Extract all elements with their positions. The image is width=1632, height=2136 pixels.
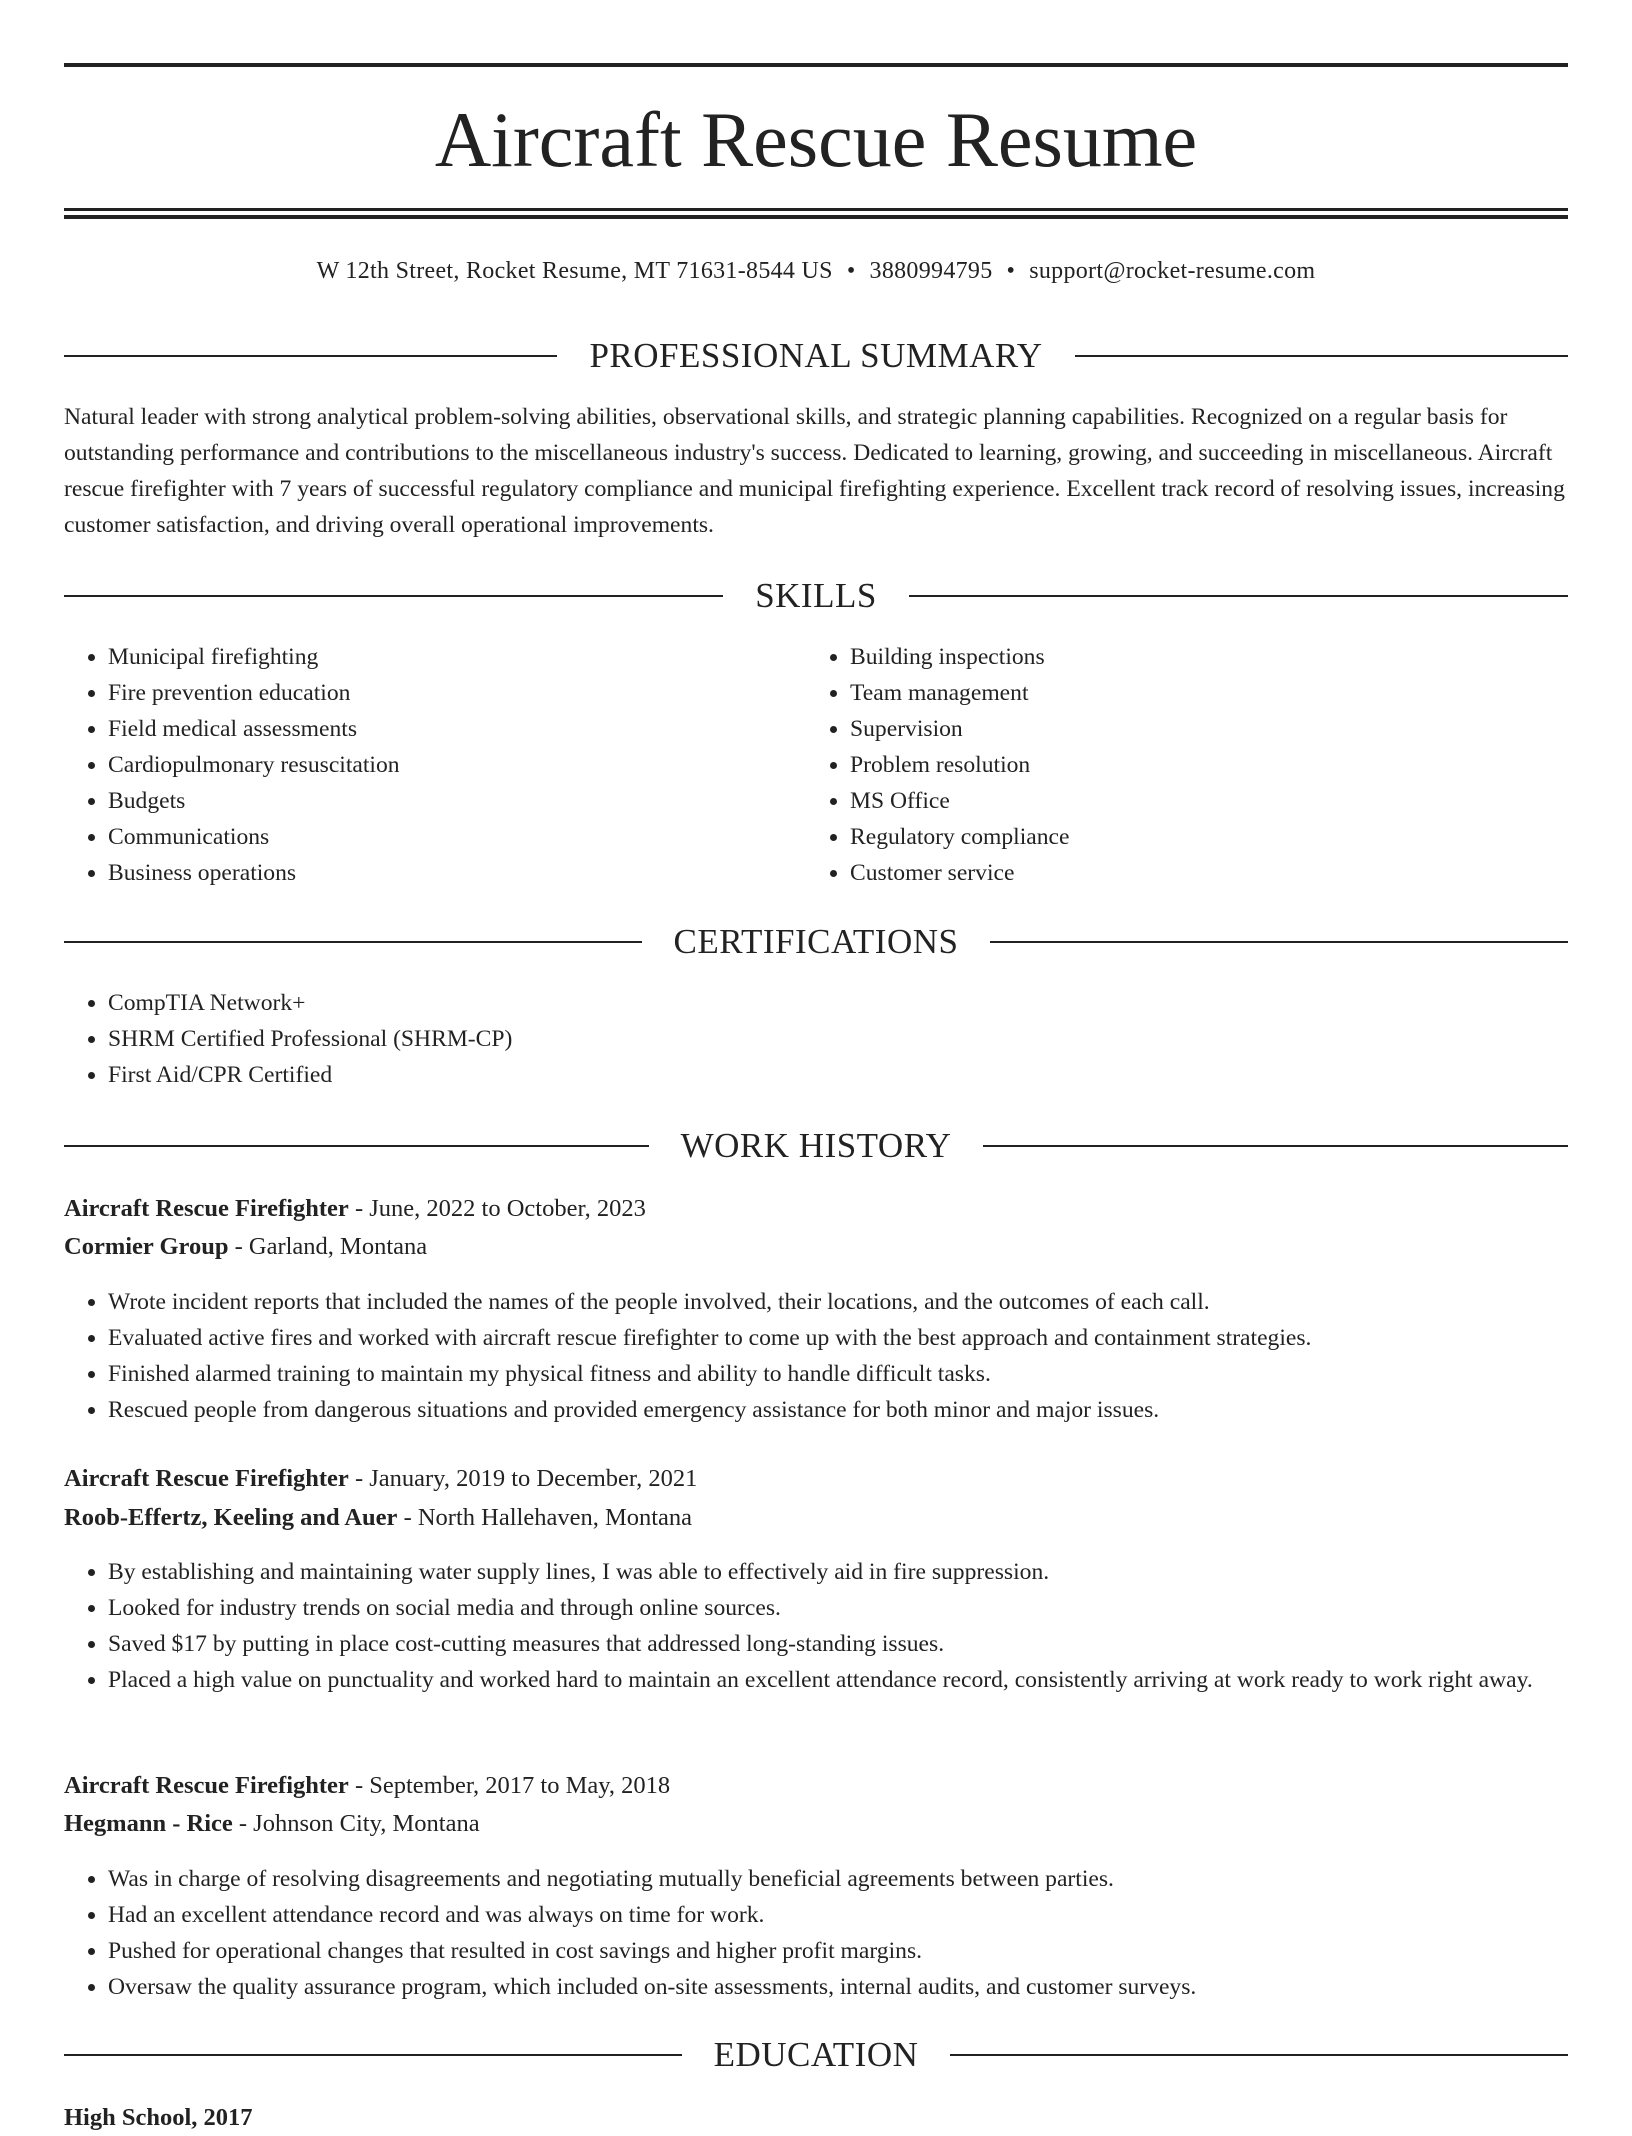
job-company-line — [64, 1229, 1568, 1265]
job-bullet: • Evaluated active fires and worked with aircraft rescue firefighter to come up with the best approach and containment strategies. — [108, 1320, 1568, 1356]
education-heading-label: EDUCATION — [713, 2035, 919, 2074]
heading-rule-left — [64, 1145, 649, 1147]
certifications-heading-label: CERTIFICATIONS — [673, 922, 959, 961]
resume-title: Aircraft Rescue Resume — [434, 96, 1198, 183]
job-location: Garland, Montana — [248, 1233, 428, 1260]
header-top-rule — [64, 63, 1568, 67]
summary-text: Natural leader with strong analytical problem-solving abilities, observational skills, and strategic planning capabilities. Recognized on a regular basis for outstanding performance and contributions to the miscellaneous industry's success. Dedicated to learning, growing, and succeeding in miscellaneous. Aircraft rescue firefighter with 7 years of successful regulatory compliance and municipal firefighting experience. Excellent track record of resolving issues, increasing customer satisfaction, and driving overall operational improvements. — [64, 404, 1565, 538]
summary-heading-label: PROFESSIONAL SUMMARY — [589, 336, 1043, 375]
job-dash: - — [232, 1810, 254, 1837]
education-entry: High School, 2017 — [64, 2104, 253, 2131]
skill-item: • Regulatory compliance — [850, 819, 1550, 855]
contact-separator: • — [846, 258, 856, 284]
job-bullets — [64, 1284, 1568, 1428]
job-title-line — [64, 1461, 1568, 1497]
job-location: North Hallehaven, Montana — [417, 1504, 693, 1531]
heading-rule-left — [64, 595, 723, 597]
job-dash: - — [348, 1465, 370, 1492]
job-bullet: • Wrote incident reports that included the names of the people involved, their locations, and the outcomes of each call. — [108, 1284, 1568, 1320]
job-dates: September, 2017 to May, 2018 — [369, 1772, 671, 1799]
job-dates: January, 2019 to December, 2021 — [369, 1465, 698, 1492]
skills-heading-label: SKILLS — [755, 576, 877, 615]
heading-rule-right — [950, 2054, 1568, 2056]
job-company: Roob-Effertz, Keeling and Auer — [64, 1504, 398, 1531]
job-bullet: • Finished alarmed training to maintain my physical fitness and ability to handle difficult tasks. — [108, 1356, 1568, 1392]
job-bullet: • Looked for industry trends on social media and through online sources. — [108, 1590, 1568, 1626]
skill-item: • Business operations — [108, 855, 808, 891]
certification-item: • CompTIA Network+ — [108, 985, 1568, 1021]
job-title: Aircraft Rescue Firefighter — [64, 1195, 349, 1222]
skill-item: • Problem resolution — [850, 747, 1550, 783]
heading-rule-right — [909, 595, 1568, 597]
job-bullet: • Rescued people from dangerous situations and provided emergency assistance for both minor and major issues. — [108, 1392, 1568, 1428]
job-dates: June, 2022 to October, 2023 — [369, 1195, 646, 1222]
job-company: Cormier Group — [64, 1233, 229, 1260]
skill-item: • MS Office — [850, 783, 1550, 819]
job-company: Hegmann - Rice — [64, 1810, 233, 1837]
job-title-line — [64, 1191, 1568, 1227]
work-heading-label: WORK HISTORY — [680, 1126, 952, 1165]
job-bullets — [64, 1554, 1568, 1698]
job-company-line — [64, 1500, 1568, 1536]
job-bullet: • Saved $17 by putting in place cost-cutting measures that addressed long-standing issues. — [108, 1626, 1568, 1662]
contact-line — [64, 254, 1568, 288]
education-section-heading — [64, 2033, 1568, 2077]
job-bullet: • Placed a high value on punctuality and worked hard to maintain an excellent attendance record, consistently arriving at work ready to work right away. — [108, 1662, 1568, 1698]
skill-item: • Team management — [850, 675, 1550, 711]
certification-item: • First Aid/CPR Certified — [108, 1057, 1568, 1093]
skills-list-right — [806, 639, 1550, 891]
certifications-list — [64, 985, 1568, 1093]
job-title: Aircraft Rescue Firefighter — [64, 1465, 349, 1492]
job-location: Johnson City, Montana — [253, 1810, 480, 1837]
heading-rule-left — [64, 355, 557, 357]
job-bullet: • By establishing and maintaining water supply lines, I was able to effectively aid in fire suppression. — [108, 1554, 1568, 1590]
job-dash: - — [348, 1195, 370, 1222]
job-dash: - — [397, 1504, 418, 1531]
heading-rule-right — [1075, 355, 1568, 357]
job-title-line — [64, 1768, 1568, 1804]
header-double-rule-upper — [64, 208, 1568, 211]
job-bullet: • Oversaw the quality assurance program, which included on-site assessments, internal audits, and customer surveys. — [108, 1969, 1568, 2005]
heading-rule-right — [990, 941, 1568, 943]
skill-item: • Field medical assessments — [108, 711, 808, 747]
job-bullet: • Had an excellent attendance record and was always on time for work. — [108, 1897, 1568, 1933]
job-bullet: • Was in charge of resolving disagreements and negotiating mutually beneficial agreements between parties. — [108, 1861, 1568, 1897]
heading-rule-left — [64, 2054, 682, 2056]
contact-address: W 12th Street, Rocket Resume, MT 71631-8544 US — [316, 258, 833, 284]
certification-item: • SHRM Certified Professional (SHRM-CP) — [108, 1021, 1568, 1057]
header-double-rule-lower — [64, 215, 1568, 219]
skill-item: • Communications — [108, 819, 808, 855]
summary-section-heading — [64, 334, 1568, 378]
heading-rule-right — [983, 1145, 1568, 1147]
contact-phone: 3880994795 — [869, 258, 993, 284]
job-company-line — [64, 1806, 1568, 1842]
job-bullets — [64, 1861, 1568, 2005]
skill-item: • Municipal firefighting — [108, 639, 808, 675]
contact-email: support@rocket-resume.com — [1029, 258, 1316, 284]
skill-item: • Budgets — [108, 783, 808, 819]
contact-separator: • — [1006, 258, 1016, 284]
heading-rule-left — [64, 941, 642, 943]
skill-item: • Cardiopulmonary resuscitation — [108, 747, 808, 783]
skill-item: • Building inspections — [850, 639, 1550, 675]
skills-section-heading — [64, 574, 1568, 618]
skill-item: • Supervision — [850, 711, 1550, 747]
certifications-section-heading — [64, 920, 1568, 964]
skill-item: • Customer service — [850, 855, 1550, 891]
job-bullet: • Pushed for operational changes that resulted in cost savings and higher profit margins. — [108, 1933, 1568, 1969]
job-dash: - — [228, 1233, 249, 1260]
job-dash: - — [348, 1772, 370, 1799]
job-title: Aircraft Rescue Firefighter — [64, 1772, 349, 1799]
skills-list-left — [64, 639, 808, 891]
work-section-heading — [64, 1124, 1568, 1168]
skill-item: • Fire prevention education — [108, 675, 808, 711]
